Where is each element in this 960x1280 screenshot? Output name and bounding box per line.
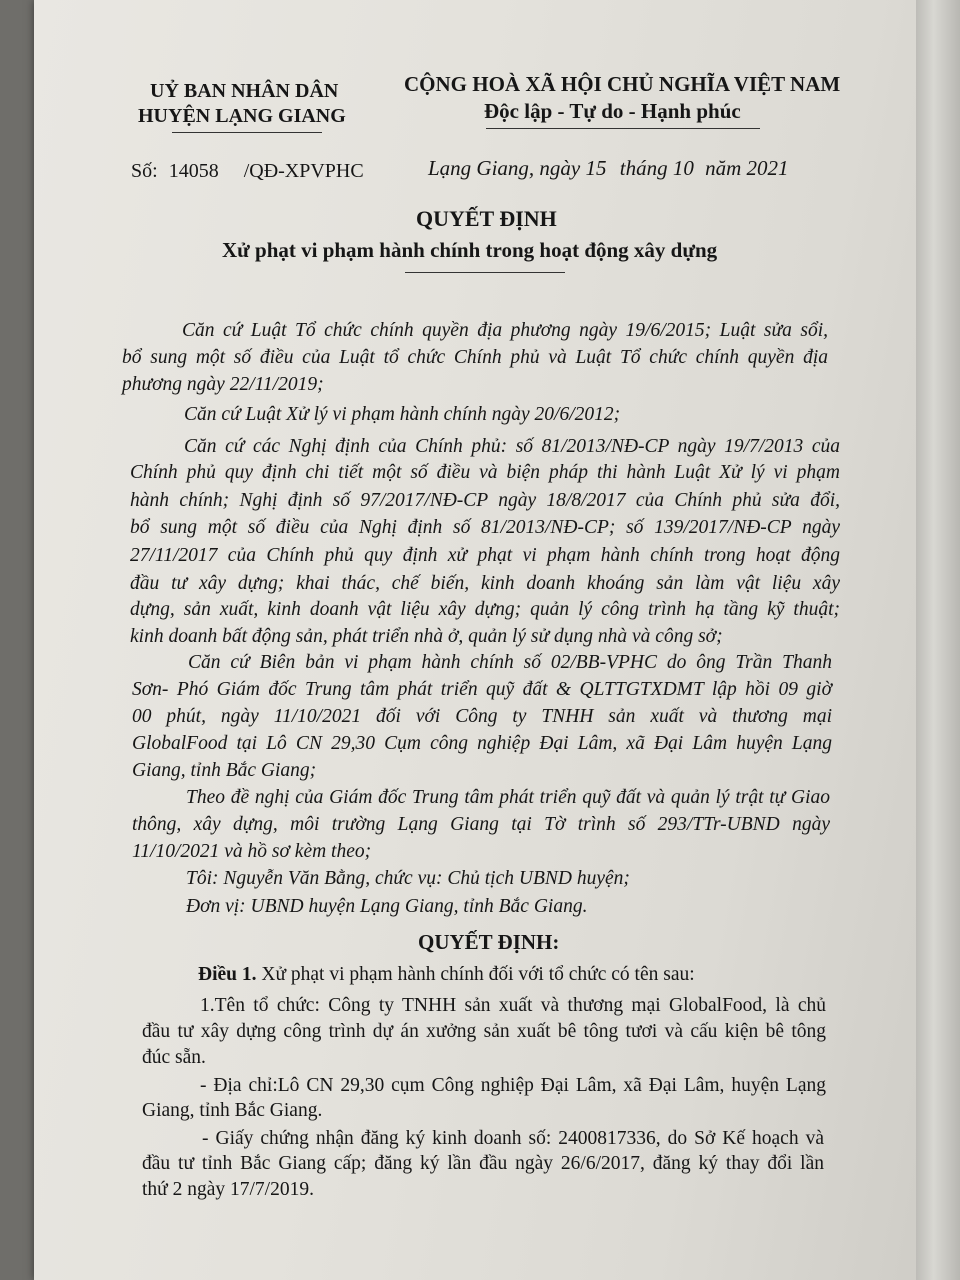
basis-line: hành chính; Nghị định số 97/2017/NĐ-CP ngày 18/8/2017 của Chính phủ sửa đổi, — [130, 490, 840, 511]
agency-district: HUYỆN LẠNG GIANG — [138, 105, 346, 127]
document-subtitle: Xử phạt vi phạm hành chính trong hoạt động xây dựng — [222, 238, 718, 262]
body-line: đầu tư tỉnh Bắc Giang cấp; đăng ký lần đầu ngày 26/6/2017, đăng ký thay đổi lần — [142, 1153, 824, 1174]
basis-line: thông, xây dựng, môi trường Lạng Giang tại Tờ trình số 293/TTr-UBND ngày — [132, 814, 830, 835]
basis-line: bổ sung một số điều của Luật tổ chức Chính phủ và Luật Tổ chức chính quyền địa — [122, 347, 828, 368]
basis-line: Sơn- Phó Giám đốc Trung tâm phát triển quỹ đất & QLTTGTXDMT lập hồi 09 giờ — [132, 679, 832, 700]
date-day: 15 — [585, 156, 607, 180]
basis-line: Theo đề nghị của Giám đốc Trung tâm phát triển quỹ đất và quản lý trật tự Giao — [186, 787, 830, 808]
motto-underline — [486, 128, 760, 129]
basis-line: phương ngày 22/11/2019; — [122, 374, 324, 395]
subtitle-underline — [405, 272, 565, 273]
agency-underline — [172, 132, 322, 133]
basis-line: dựng, sản xuất, kinh doanh vật liệu xây dựng; quản lý công trình hạ tầng kỹ thuật; — [130, 599, 840, 620]
basis-line: 00 phút, ngày 11/10/2021 đối với Công ty TNHH sản xuất và thương mại — [132, 706, 832, 727]
date-place: Lạng Giang, ngày — [428, 156, 581, 180]
article-1-label: Điều 1. — [198, 964, 257, 985]
article-1-text: Xử phạt vi phạm hành chính đối với tổ chức có tên sau: — [261, 964, 695, 985]
date-month-label: tháng — [619, 156, 668, 180]
date-month: 10 — [672, 156, 694, 180]
page-edge — [916, 0, 960, 1280]
number-value: 14058 — [168, 160, 219, 182]
number-suffix: /QĐ-XPVPHC — [243, 160, 364, 182]
agency-name: UỶ BAN NHÂN DÂN — [150, 80, 339, 102]
basis-line: Căn cứ Luật Tổ chức chính quyền địa phương ngày 19/6/2015; Luật sửa sổi, — [182, 320, 828, 341]
body-line: thứ 2 ngày 17/7/2019. — [142, 1179, 314, 1200]
basis-line: kinh doanh bất động sản, phát triển nhà ở, quản lý sử dụng nhà và công sở; — [130, 626, 723, 647]
decision-heading: QUYẾT ĐỊNH: — [418, 930, 560, 954]
basis-line: Giang, tỉnh Bắc Giang; — [132, 760, 317, 781]
basis-line: Chính phủ quy định chi tiết một số điều và biện pháp thi hành Luật Xử lý vi phạm — [130, 462, 840, 483]
body-line: Giang, tỉnh Bắc Giang. — [142, 1100, 323, 1121]
body-line: 1.Tên tổ chức: Công ty TNHH sản xuất và thương mại GlobalFood, là chủ — [200, 995, 826, 1016]
basis-line: Căn cứ Biên bản vi phạm hành chính số 02/BB-VPHC do ông Trần Thanh — [188, 652, 832, 673]
basis-line: 11/10/2021 và hồ sơ kèm theo; — [132, 841, 372, 862]
body-line: - Địa chỉ:Lô CN 29,30 cụm Công nghiệp Đại Lâm, xã Đại Lâm, huyện Lạng — [200, 1075, 826, 1096]
country-name: CỘNG HOÀ XÃ HỘI CHỦ NGHĨA VIỆT NAM — [404, 72, 841, 96]
basis-line: Căn cứ các Nghị định của Chính phủ: số 81/2013/NĐ-CP ngày 19/7/2013 của — [184, 436, 840, 457]
basis-line: đầu tư xây dựng; khai thác, chế biến, kinh doanh khoáng sản làm vật liệu xây — [130, 573, 840, 594]
body-line: - Giấy chứng nhận đăng ký kinh doanh số: 2400817336, do Sở Kế hoạch và — [202, 1128, 824, 1149]
basis-line: GlobalFood tại Lô CN 29,30 Cụm công nghiệp Đại Lâm, xã Đại Lâm huyện Lạng — [132, 733, 832, 754]
body-line: đúc sẵn. — [142, 1047, 206, 1068]
basis-line: Tôi: Nguyễn Văn Bằng, chức vụ: Chủ tịch UBND huyện; — [186, 868, 630, 889]
basis-line: 27/11/2017 của Chính phủ quy định xử phạt vi phạm hành chính trong hoạt động — [130, 545, 840, 566]
document-date — [428, 156, 789, 181]
document-number — [131, 160, 364, 183]
number-label: Số: — [131, 160, 158, 182]
body-line: đầu tư xây dựng công trình dự án xưởng sản xuất bê tông tươi và cấu kiện bê tông — [142, 1021, 826, 1042]
basis-line: Căn cứ Luật Xử lý vi phạm hành chính ngày 20/6/2012; — [184, 404, 621, 425]
document-title: QUYẾT ĐỊNH — [416, 206, 557, 231]
date-year: năm 2021 — [705, 156, 789, 180]
motto: Độc lập - Tự do - Hạnh phúc — [484, 99, 741, 123]
basis-line: Đơn vị: UBND huyện Lạng Giang, tỉnh Bắc Giang. — [186, 896, 588, 917]
article-1 — [198, 964, 695, 986]
basis-line: bổ sung một số điều của Nghị định số 81/2013/NĐ-CP; số 139/2017/NĐ-CP ngày — [130, 517, 840, 538]
